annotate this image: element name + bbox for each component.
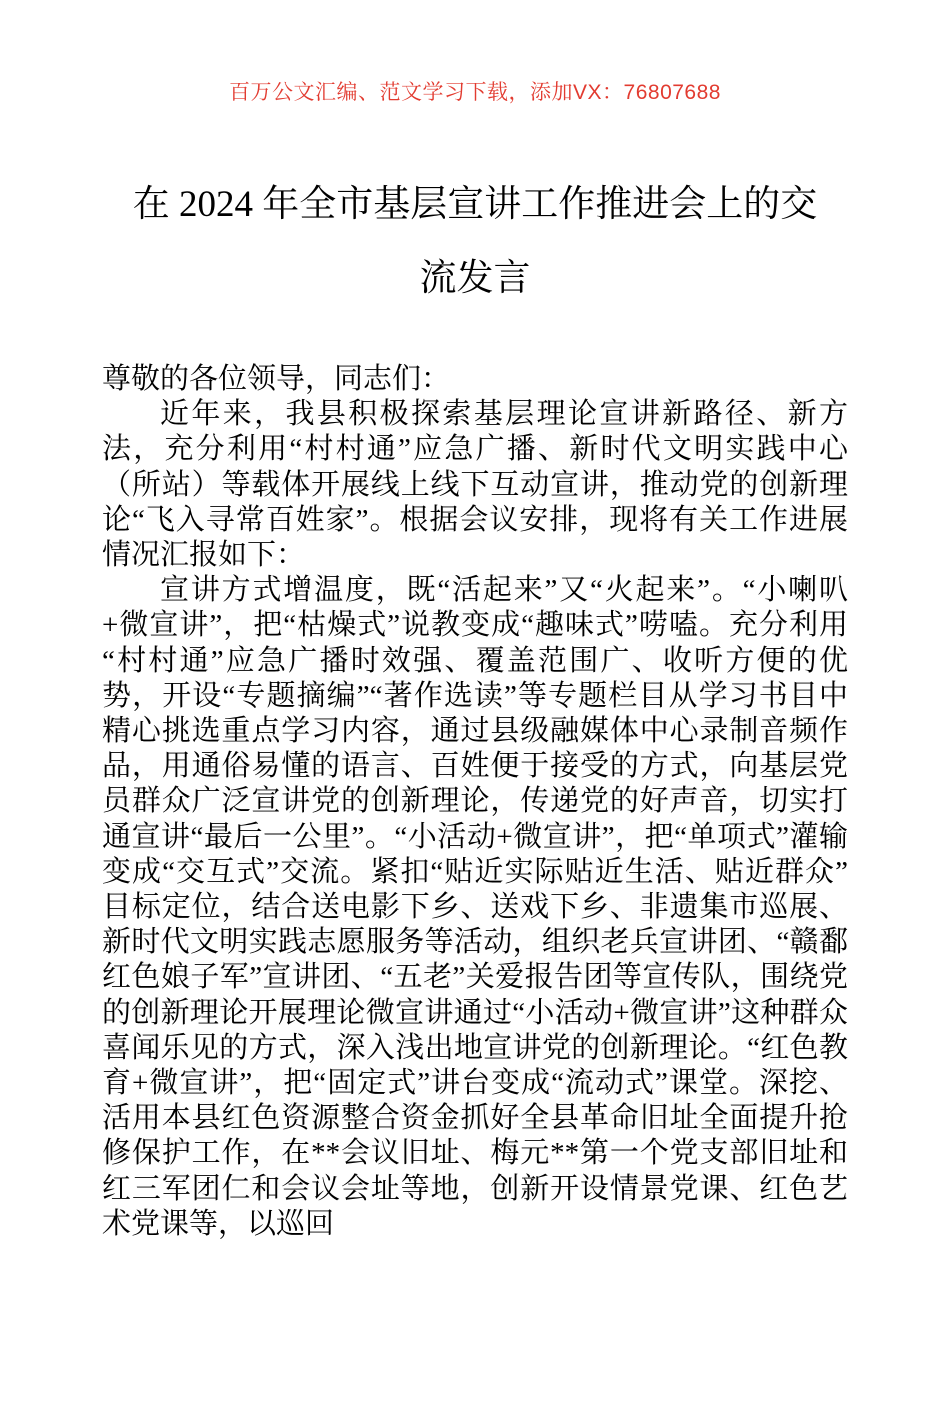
document-page xyxy=(0,80,950,1424)
document-title-line-1: 在 2024 年全市基层宣讲工作推进会上的交 xyxy=(132,184,818,225)
salutation-paragraph: 尊敬的各位领导，同志们： xyxy=(102,363,451,395)
document-title-line-2: 流发言 xyxy=(419,258,531,299)
document-title xyxy=(100,168,850,316)
document-body xyxy=(102,362,848,1242)
body-paragraph-2: 宣讲方式增温度，既“活起来”又“火起来”。“小喇叭+微宣讲”，把“枯燥式”说教变成“趣味式”唠嗑。充分利用“村村通”应急广播时效强、覆盖范围广、收听方便的优势，开设“专题摘编”“著作选读”等专题栏目从学习书目中精心挑选重点学习内容，通过县级融媒体中心录制音频作品，用通俗易懂的语言、百姓便于接受的方式，向基层党员群众广泛宣讲党的创新理论，传递党的好声音，切实打通宣讲“最后一公里”。“小活动+微宣讲”，把“单项式”灌输变成“交互式”交流。紧扣“贴近实际贴近生活、贴近群众”目标定位，结合送电影下乡、送戏下乡、非遗集市巡展、新时代文明实践志愿服务等活动，组织老兵宣讲团、“赣鄱红色娘子军”宣讲团、“五老”关爱报告团等宣传队，围绕党的创新理论开展理论微宣讲通过“小活动+微宣讲”这种群众喜闻乐见的方式，深入浅出地宣讲党的创新理论。“红色教育+微宣讲”，把“固定式”讲台变成“流动式”课堂。深挖、活用本县红色资源整合资金抓好全县革命旧址全面提升抢修保护工作，在**会议旧址、梅元**第一个党支部旧址和红三军团仁和会议会址等地，创新开设情景党课、红色艺术党课等，以巡回 xyxy=(102,574,848,1240)
promo-banner-text: 百万公文汇编、范文学习下载，添加VX：76807688 xyxy=(229,81,721,104)
body-paragraph-1: 近年来，我县积极探索基层理论宣讲新路径、新方法，充分利用“村村通”应急广播、新时代文明实践中心（所站）等载体开展线上线下互动宣讲，推动党的创新理论“飞入寻常百姓家”。根据会议安排，现将有关工作进展情况汇报如下： xyxy=(102,398,848,572)
